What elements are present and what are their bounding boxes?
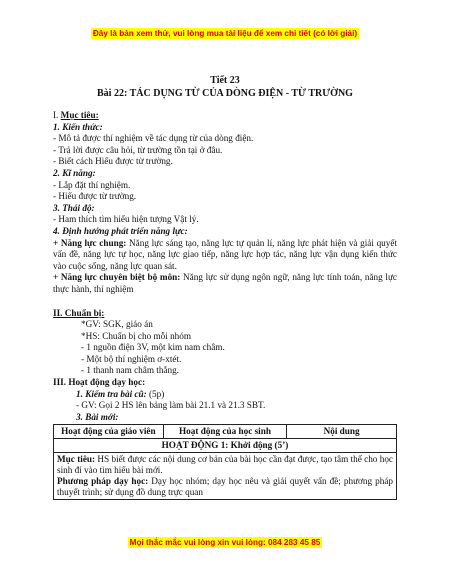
old-lesson-check-text: - GV: Gọi 2 HS lên bảng làm bài 21.1 và 21.3 SBT.	[76, 400, 266, 411]
attitude-item: - Ham thích tìm hiểu hiện tượng Vật lý.	[53, 214, 199, 225]
general-competence	[53, 238, 397, 273]
old-lesson-check-heading: 1. Kiểm tra bài cũ:	[76, 388, 147, 399]
skills-item: - Lắp đặt thí nghiệm.	[53, 179, 131, 190]
lesson-title: Bài 22: TÁC DỤNG TỪ CỦA DÒNG ĐIỆN - TỪ TRƯỜNG	[97, 88, 353, 99]
special-competence-label: + Năng lực chuyên biệt bộ môn:	[53, 272, 181, 283]
knowledge-heading: 1. Kiến thức:	[53, 121, 103, 132]
knowledge-item: - Biết cách Hiểu được từ trường.	[53, 156, 173, 167]
section-objectives-prefix: I.	[53, 110, 61, 120]
header-content: Nội dung	[287, 425, 397, 439]
bottom-banner-text: Mọi thắc mắc vui lòng xin vui lòng: 084 283 45 85	[129, 538, 321, 547]
competence-heading: 4. Định hướng phát triển năng lực:	[53, 225, 188, 236]
section-objectives-title: Mục tiêu:	[60, 110, 99, 120]
activity-method	[57, 476, 393, 498]
table-row	[54, 439, 397, 453]
activity-goal	[57, 454, 393, 476]
prep-line: *GV: SGK, giáo án	[81, 319, 153, 330]
prep-line: - Một bộ thí nghiệm ơ-xtét.	[81, 353, 182, 364]
general-competence-label: + Năng lực chung:	[53, 237, 127, 248]
knowledge-item: - Trả lời được câu hỏi, từ trường tồn tại ở đâu.	[53, 144, 223, 155]
top-preview-banner	[0, 28, 450, 39]
header-student-activity: Hoạt động của học sinh	[163, 425, 286, 439]
special-competence-text: Năng lực sử dụng ngôn ngữ, năng lực tính toán, năng lực thực hành, thí nghiệm	[53, 272, 398, 294]
table-row	[54, 453, 397, 500]
skills-item: - Hiểu được từ trường.	[53, 191, 137, 202]
prep-line: - 1 nguồn điện 3V, một kim nam châm.	[81, 342, 225, 353]
attitude-heading: 3. Thái độ:	[53, 202, 95, 213]
special-competence	[53, 272, 397, 295]
activity-1-title: HOẠT ĐỘNG 1: Khởi động (5’)	[54, 439, 397, 453]
activity-method-label: Phương pháp dạy học:	[57, 476, 149, 487]
old-lesson-check	[53, 389, 397, 401]
bottom-contact-banner	[0, 537, 450, 548]
activity-1-details	[54, 453, 397, 500]
activity-method-text: Dạy học nhóm; dạy học nêu và giải quyết vấn đề; phương pháp thuyết trình; sử dụng đồ dung trực quan	[57, 476, 393, 498]
prep-line: *HS: Chuẩn bị cho mỗi nhóm	[81, 330, 191, 341]
old-lesson-check-time: (5p)	[146, 388, 165, 399]
section-preparation-heading: II. Chuẩn bị:	[53, 307, 105, 318]
document-body	[53, 74, 397, 500]
general-competence-text: Năng lực sáng tạo, năng lực tự quản lí, năng lực phát hiện và giải quyết vấn đề, năng lực tự học, năng lực giao tiếp, năng lực hợp tác, năng lực vận dụng kiến thức vào cuộc sống, năng lực quan sát.	[53, 237, 397, 271]
lesson-number: Tiết 23	[210, 75, 240, 86]
activity-goal-label: Mục tiêu:	[57, 454, 96, 465]
table-header-row	[54, 425, 397, 439]
top-banner-text: Đây là bản xem thử, vui lòng mua tài liệu để xem chi tiết (có lời giải)	[92, 29, 358, 38]
knowledge-item: - Mô tả được thí nghiệm về tác dụng từ của dòng điện.	[53, 133, 254, 144]
lesson-activity-table	[53, 424, 397, 500]
skills-heading: 2. Kĩ năng:	[53, 167, 96, 178]
activity-goal-text: HS biết được các nội dung cơ bản của bài học cần đạt được, tạo tâm thế cho học sinh đi vào tìm hiểu bài mới.	[57, 454, 394, 476]
section-objectives-heading	[53, 110, 397, 122]
new-lesson-heading: 3. Bài mới:	[76, 411, 119, 422]
header-teacher-activity: Hoạt động của giáo viên	[54, 425, 164, 439]
prep-line: - 1 thanh nam châm thẳng.	[81, 365, 179, 376]
section-activities-heading: III. Hoạt động dạy học:	[53, 377, 146, 388]
